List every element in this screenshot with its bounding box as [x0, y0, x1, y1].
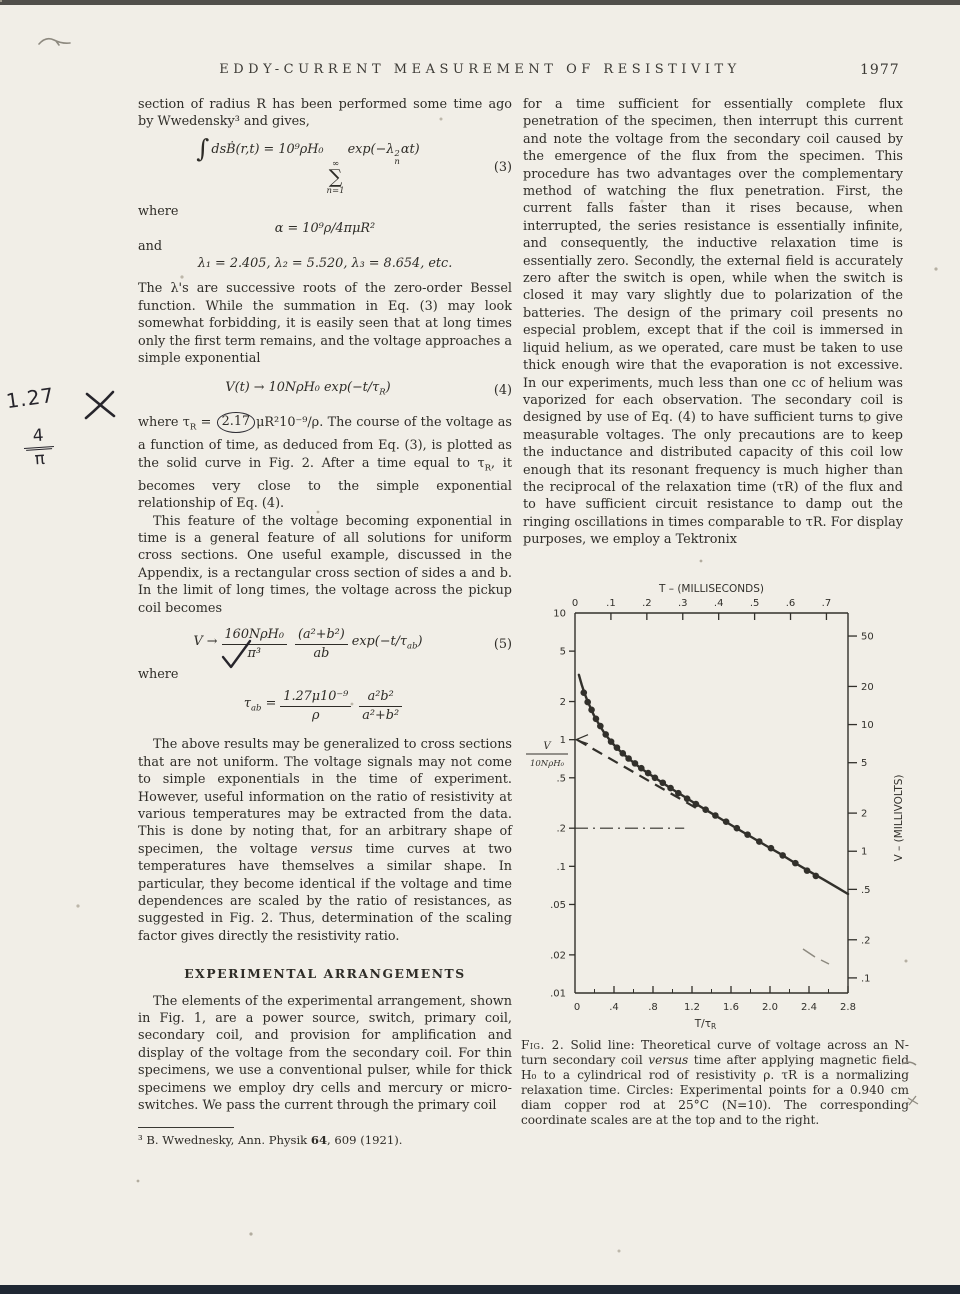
summation-sign: ∞ ∑ n=1	[326, 158, 345, 197]
scan-top-edge	[0, 0, 960, 5]
svg-text:.7: .7	[821, 598, 832, 609]
figure-2-caption: Fig. 2. Solid line: Theoretical curve of voltage across an N-turn secondary coil versus time after applying magnetic field H₀ to a cylindrical rod of resistivity ρ. τR is a normalizing relaxation time. Circles: Experimental points for a 0.940 cm diam copper rod at 25°C (N=10). The corresponding coordinate scales are at the top and to the right.	[521, 1038, 910, 1127]
alpha-equation: α = 10⁹ρ/4πμR²	[274, 221, 376, 237]
svg-text:20: 20	[861, 681, 874, 693]
page-title: EDDY-CURRENT MEASUREMENT OF RESISTIVITY	[219, 62, 741, 77]
lambda-roots: λ₁ = 2.405, λ₂ = 5.520, λ₃ = 8.654, etc.	[197, 256, 453, 272]
page-number: 1977	[860, 62, 900, 78]
paragraph-tau-r: where $\tau_R = 2.17$ μR²10⁻⁹/ρ. The course of the voltage as a function of time, as deduced from Eq. (3), is plotted as the solid curve in Fig. 2. After a time equal to $\tau_R$, it becomes very close to the simple exponential relationship of Eq. (4).	[138, 414, 512, 512]
handwritten-checkmark	[220, 638, 254, 672]
paragraph-procedure: for a time sufficient for essentially complete flux penetration of the specimen, then interrupt this current and note the voltage from the secondary coil caused by the emergence of the flux from the specimen. This procedure has two advantages over the complementary method of watching the flux penetration. First, the current falls faster than it rises because, when interrupted, the series resistance is essentially infinite, and consequently, the inductive relaxation time is essentially zero. Secondly, the external field is accurately zero after the switch is open, while when the switch is closed it may vary slightly due to polarization of the batteries. The design of the primary coil presents no especial problem, except that if the coil is immersed in liquid helium, as we operated, care must be taken to use thick enough wire that the evaporation is not excessive. In our experiments, much less than one cc of helium was vaporized for each observation. The secondary coil is designed by use of Eq. (4) to have sufficient turns to give measurable voltages. The only precautions are to keep the inductance and distributed capacity of this coil low enough that its resonant frequency is much higher than the reciprocal of the relaxation time (τR) of the flux and to have sufficient circuit resistance to damp out the ringing oscillations in times comparable to τR. For display purposes, we employ a Tektronix	[523, 97, 903, 548]
svg-text:1.2: 1.2	[684, 1002, 700, 1013]
figure-2-chart	[518, 578, 942, 1036]
svg-text:2.4: 2.4	[801, 1002, 817, 1013]
svg-text:.3: .3	[677, 598, 688, 609]
svg-text:0: 0	[571, 598, 579, 609]
handwritten-4-over-pi	[23, 427, 56, 469]
svg-text:.4: .4	[609, 1002, 619, 1013]
paragraph-experimental: The elements of the experimental arrangement, shown in Fig. 1, are a power source, switch, primary coil, secondary coil, and provision for amplification and display of the voltage from the secondary coil. For thin specimens, we use a conventional pulser, while for thick specimens we employ dry cells and mercury or micro-switches. We pass the current through the primary coil	[138, 993, 512, 1114]
paper-speckles	[0, 0, 2, 2]
pencil-squiggle	[36, 32, 80, 54]
paragraph-bessel: The λ's are successive roots of the zero-order Bessel function. While the summation in Eq. (3) may look somewhat forbidding, it is easily seen that at long times only the first term remains, and the voltage approaches a simple exponential	[138, 281, 512, 367]
svg-text:10: 10	[553, 608, 566, 620]
svg-text:2.0: 2.0	[762, 1002, 778, 1013]
equation-3: ∫ dsḂ(r,t) = 10⁹ρH₀ ∞ ∑ n=1 exp(−λ 2 n αt) (3)	[196, 133, 512, 197]
handwritten-fraction-denominator: π	[33, 448, 46, 470]
integral-sign: ∫	[196, 133, 210, 163]
svg-text:50: 50	[861, 631, 874, 643]
svg-text:.01: .01	[550, 988, 566, 1000]
and-label: and	[138, 238, 163, 254]
svg-text:2: 2	[559, 697, 566, 709]
svg-text:10NρH₀: 10NρH₀	[529, 759, 565, 769]
svg-text:.2: .2	[861, 935, 871, 947]
svg-text:.6: .6	[785, 598, 796, 609]
paragraph-intro: section of radius R has been performed some time ago by Wwedensky³ and gives,	[138, 97, 512, 130]
svg-text:.1: .1	[556, 861, 566, 873]
handwritten-x-mark	[82, 386, 120, 426]
svg-text:.5: .5	[861, 884, 871, 896]
circled-value: 2.17	[217, 412, 256, 432]
svg-text:.05: .05	[550, 899, 566, 911]
paragraph-feature: This feature of the voltage becoming exponential in time is a general feature of all solutions for uniform cross sections. One useful example, discussed in the Appendix, is a rectangular cross section of sides a and b. In the limit of long times, the voltage across the pickup coil becomes	[138, 513, 512, 616]
svg-text:1.6: 1.6	[723, 1002, 739, 1013]
handwritten-margin-value: 1.27	[4, 382, 56, 414]
svg-text:5: 5	[861, 758, 868, 770]
svg-text:2.8: 2.8	[840, 1002, 856, 1013]
right-column	[523, 96, 903, 549]
svg-text:1: 1	[861, 846, 868, 858]
equation-5: V → $\frac{\text{160NρH₀}}{\text{π³}}$ $\frac{\text{(a²+b²)}}{ab}$ $\exp(-t/\tau_{ab})$ (5)	[193, 626, 512, 661]
svg-text:.5: .5	[556, 773, 566, 785]
footnote-rule	[138, 1127, 234, 1128]
equation-number: (4)	[493, 383, 512, 399]
equation-number: (3)	[493, 160, 512, 176]
where-label: where	[138, 666, 179, 682]
svg-text:.2: .2	[642, 598, 652, 609]
left-column	[138, 96, 512, 1148]
svg-text:5: 5	[559, 646, 566, 658]
svg-text:.1: .1	[861, 973, 871, 985]
svg-text:.4: .4	[713, 598, 724, 609]
section-heading: EXPERIMENTAL ARRANGEMENTS	[184, 966, 466, 982]
where-label: where	[138, 203, 179, 219]
svg-text:.02: .02	[550, 950, 566, 962]
svg-text:.5: .5	[749, 598, 760, 609]
svg-text:.2: .2	[556, 823, 566, 835]
equation-4: V(t) → 10NρH₀ $\exp(-t/\tau_R)$ (4)	[225, 380, 512, 399]
svg-text:2: 2	[861, 808, 868, 820]
svg-text:T – (MILLISECONDS): T – (MILLISECONDS)	[659, 583, 764, 595]
svg-text:V: V	[543, 741, 551, 752]
svg-text:V – (MILLIVOLTS): V – (MILLIVOLTS)	[893, 774, 905, 862]
svg-text:T/τR: T/τR	[694, 1018, 717, 1031]
scan-bottom-edge	[0, 1285, 960, 1294]
svg-text:10: 10	[861, 720, 874, 732]
footnote-reference: ³ B. Wwednesky, Ann. Physik 64, 609 (1921).	[138, 1133, 403, 1148]
paragraph-generalized: The above results may be generalized to cross sections that are not uniform. The voltage signals may not come to simple exponentials in the time of experiment. However, useful information on the ratio of resistivity at various temperatures may be extracted from the data. This is done by noting that, for an arbitrary shape of specimen, the voltage versus time curves at two temperatures have themselves a similar shape. In particular, they become identical if the voltage and time dependences are scaled by the ratio of resistances, as suggested in Fig. 2. Thus, determination of the scaling factor gives directly the resistivity ratio.	[138, 737, 512, 944]
svg-text:1: 1	[559, 735, 566, 747]
svg-text:0: 0	[573, 1002, 581, 1013]
margin-pencil-marks	[898, 1056, 938, 1116]
svg-text:.8: .8	[648, 1002, 658, 1013]
handwritten-fraction-numerator: 4	[32, 425, 45, 447]
svg-text:.1: .1	[606, 598, 616, 609]
equation-number: (5)	[493, 636, 512, 652]
tau-ab-equation: $\tau_{ab}$ = $\frac{\text{1.27μ10⁻⁹}}{\rho}$ $\frac{\text{a²b²}}{\text{a²+b²}}$	[138, 689, 512, 724]
